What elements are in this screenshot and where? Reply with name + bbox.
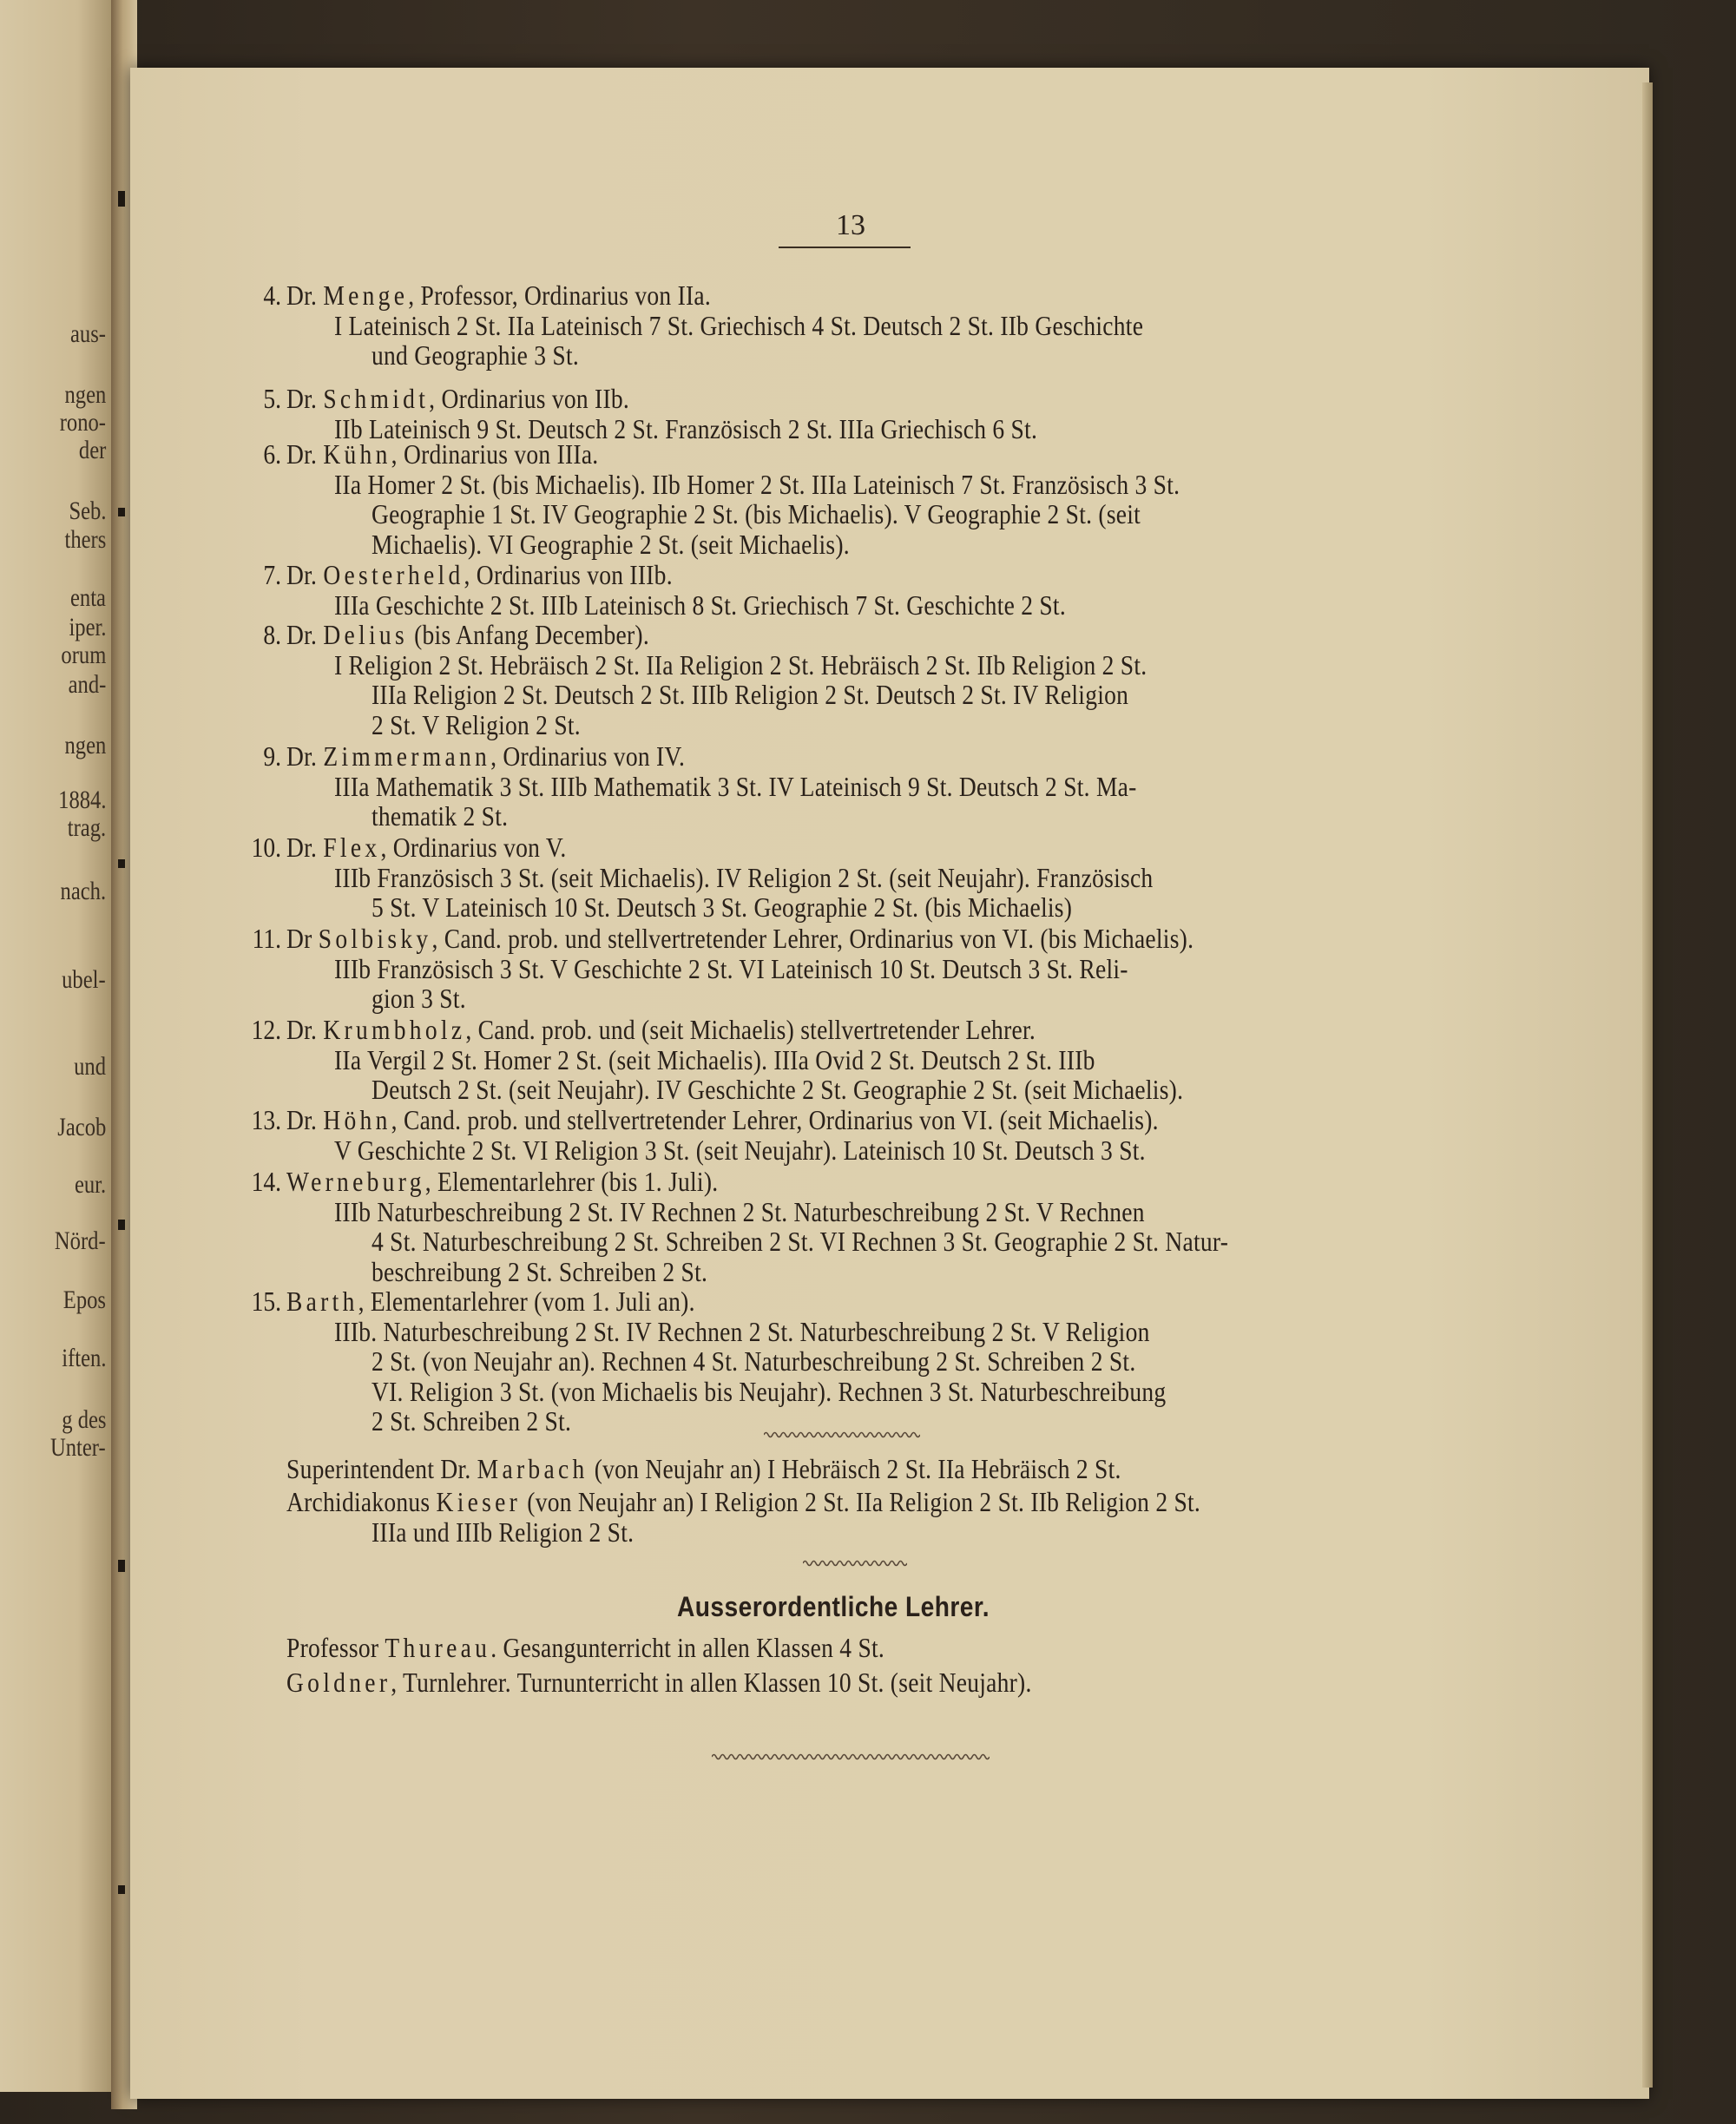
entry-number: 8. <box>263 619 281 650</box>
entry-number: 5. <box>263 383 281 414</box>
ornamental-divider <box>712 1751 990 1761</box>
subject-line: beschreibung 2 St. Schreiben 2 St. <box>372 1255 708 1287</box>
entry-title: Dr. <box>286 832 318 863</box>
subject-line: und Geographie 3 St. <box>372 339 580 372</box>
previous-page-fragment: ubel- <box>62 965 106 994</box>
clergy-title: Archidiakonus <box>286 1486 437 1517</box>
entry-number: 11. <box>252 923 281 954</box>
teacher-name: Schmidt <box>323 383 430 414</box>
section-heading: Ausserordentliche Lehrer. <box>677 1591 990 1622</box>
subject-line: 2 St. V Religion 2 St. <box>372 708 581 740</box>
entry-number: 7. <box>263 559 281 590</box>
subject-line: IIIb. Naturbeschreibung 2 St. IV Rechnen 2 St. Naturbeschreibung 2 St. V Religion <box>334 1315 1150 1347</box>
entry-heading <box>286 1014 1036 1045</box>
previous-page-edge <box>0 0 111 2092</box>
teacher-name: Krumbholz <box>323 1014 466 1045</box>
subject-line: Geographie 1 St. IV Geographie 2 St. (bis Michaelis). V Geographie 2 St. (seit <box>372 498 1141 530</box>
subject-line: IIIb Naturbeschreibung 2 St. IV Rechnen 2 St. Naturbeschreibung 2 St. V Rechnen <box>334 1195 1145 1227</box>
previous-page-fragment: Unter- <box>50 1433 106 1462</box>
entry-heading <box>286 1104 1159 1135</box>
subject-line: 5 St. V Lateinisch 10 St. Deutsch 3 St. Geographie 2 St. (bis Michaelis) <box>372 891 1073 924</box>
previous-page-fragment: der <box>78 436 106 464</box>
previous-page-fragment: iper. <box>68 613 106 641</box>
previous-page-fragment: und <box>74 1052 106 1081</box>
teacher-name: Kieser <box>436 1486 522 1517</box>
teacher-role: , Ordinarius von IIb. <box>429 383 630 414</box>
teacher-role: , Elementarlehrer (vom 1. Juli an). <box>358 1286 695 1317</box>
teacher-name: Marbach <box>477 1453 589 1484</box>
entry-title: Dr. <box>286 1104 318 1135</box>
teacher-name: Solbisky <box>318 923 432 954</box>
entry-heading <box>286 559 673 590</box>
entry-title: Dr. <box>286 438 318 470</box>
entry-number: 13. <box>251 1104 281 1135</box>
previous-page-fragment: ngen <box>64 380 106 409</box>
entry-number: 4. <box>263 279 281 311</box>
entry-number: 15. <box>251 1286 281 1317</box>
entry-heading <box>286 438 598 470</box>
teacher-name: Menge <box>323 279 409 311</box>
clergy-title: Superintendent Dr. <box>286 1453 477 1484</box>
entry-title: Dr. <box>286 383 318 414</box>
binding-mark <box>118 508 125 516</box>
teacher-subjects: . Gesangunterricht in allen Klassen 4 St. <box>490 1632 885 1663</box>
subject-line: IIIa Geschichte 2 St. IIIb Lateinisch 8 St. Griechisch 7 St. Geschichte 2 St. <box>334 589 1066 621</box>
subject-line: IIb Lateinisch 9 St. Deutsch 2 St. Französisch 2 St. IIIa Griechisch 6 St. <box>334 412 1038 444</box>
subject-line: VI. Religion 3 St. (von Michaelis bis Neujahr). Rechnen 3 St. Naturbeschreibung <box>372 1375 1167 1407</box>
previous-page-fragment: nach. <box>60 877 106 905</box>
clergy-entry <box>286 1486 1200 1517</box>
teacher-role: , Ordinarius von IIIb. <box>464 559 673 590</box>
teacher-name: Kühn <box>323 438 391 470</box>
teacher-name: Oesterheld <box>323 559 464 590</box>
previous-page-fragment: iften. <box>61 1344 106 1372</box>
previous-page-fragment: Nörd- <box>55 1226 106 1255</box>
extraordinary-teacher <box>286 1667 1032 1698</box>
entry-number: 14. <box>251 1166 281 1197</box>
ornamental-divider <box>803 1557 907 1568</box>
subject-line: IIa Homer 2 St. (bis Michaelis). IIb Homer 2 St. IIIa Lateinisch 7 St. Französisch 3 St. <box>334 468 1180 500</box>
previous-page-fragment: Seb. <box>68 496 106 525</box>
teacher-role: , Professor, Ordinarius von IIa. <box>408 279 712 311</box>
entry-heading <box>286 619 649 650</box>
teacher-role: , Ordinarius von IIIa. <box>391 438 599 470</box>
binding-mark <box>118 859 125 868</box>
subject-line: IIIa Religion 2 St. Deutsch 2 St. IIIb Religion 2 St. Deutsch 2 St. IV Religion <box>372 679 1129 711</box>
page-number: 13 <box>836 209 865 241</box>
teacher-role: (bis Anfang December). <box>407 619 649 650</box>
previous-page-fragment: enta <box>70 583 106 612</box>
clergy-subjects: (von Neujahr an) I Religion 2 St. IIa Religion 2 St. IIb Religion 2 St. <box>521 1486 1201 1517</box>
previous-page-fragment: Epos <box>62 1286 106 1314</box>
extraordinary-teacher <box>286 1632 884 1663</box>
ornamental-divider <box>764 1429 920 1439</box>
entry-title: Dr. <box>286 1014 318 1045</box>
binding-mark <box>118 1885 125 1894</box>
teacher-role: , Cand. prob. und stellvertretender Lehrer, Ordinarius von VI. (bis Michaelis). <box>431 923 1194 954</box>
entry-title: Dr. <box>286 559 318 590</box>
subject-line: Deutsch 2 St. (seit Neujahr). IV Geschichte 2 St. Geographie 2 St. (seit Michaelis). <box>372 1074 1184 1106</box>
subject-line: V Geschichte 2 St. VI Religion 3 St. (seit Neujahr). Lateinisch 10 St. Deutsch 3 St. <box>334 1134 1146 1166</box>
entry-heading <box>286 1166 718 1197</box>
entry-heading <box>286 923 1194 954</box>
clergy-subjects: (von Neujahr an) I Hebräisch 2 St. IIa Hebräisch 2 St. <box>588 1453 1121 1484</box>
entry-number: 9. <box>263 740 281 772</box>
entry-heading <box>286 1286 695 1317</box>
page-stack-edge <box>1642 82 1653 2088</box>
entry-heading <box>286 740 685 772</box>
entry-title: Dr. <box>286 619 318 650</box>
entry-number: 12. <box>251 1014 281 1045</box>
teacher-role: , Cand. prob. und (seit Michaelis) stellvertretender Lehrer. <box>465 1014 1036 1045</box>
subject-line: gion 3 St. <box>372 983 466 1015</box>
subject-line: 2 St. Schreiben 2 St. <box>372 1405 572 1437</box>
teacher-role: , Elementarlehrer (bis 1. Juli). <box>424 1166 719 1197</box>
subject-line: IIa Vergil 2 St. Homer 2 St. (seit Michaelis). IIIa Ovid 2 St. Deutsch 2 St. IIIb <box>334 1043 1095 1075</box>
entry-number: 6. <box>263 438 281 470</box>
teacher-name: Flex <box>323 832 381 863</box>
previous-page-fragment: trag. <box>67 813 106 842</box>
subject-line: 2 St. (von Neujahr an). Rechnen 4 St. Naturbeschreibung 2 St. Schreiben 2 St. <box>372 1345 1136 1378</box>
entry-heading <box>286 832 567 863</box>
binding-mark <box>118 1220 125 1230</box>
previous-page-fragment: g des <box>61 1405 106 1434</box>
binding-mark <box>118 1560 125 1572</box>
entry-title: Dr. <box>286 279 318 311</box>
previous-page-fragment: thers <box>64 525 106 554</box>
teacher-name: Zimmermann <box>323 740 491 772</box>
subject-line: IIIa Mathematik 3 St. IIIb Mathematik 3 St. IV Lateinisch 9 St. Deutsch 2 St. Ma- <box>334 770 1137 802</box>
teacher-name: Thureau <box>385 1632 491 1663</box>
subject-line: I Lateinisch 2 St. IIa Lateinisch 7 St. Griechisch 4 St. Deutsch 2 St. IIb Geschichte <box>334 309 1144 341</box>
previous-page-fragment: rono- <box>59 408 106 437</box>
entry-title: Dr. <box>286 740 318 772</box>
previous-page-fragment: 1884. <box>57 786 106 814</box>
previous-page-fragment: aus- <box>70 319 106 348</box>
subject-line: IIIb Französisch 3 St. (seit Michaelis). IV Religion 2 St. (seit Neujahr). Französisch <box>334 861 1154 893</box>
previous-page-fragment: Jacob <box>56 1113 106 1141</box>
subject-line: thematik 2 St. <box>372 800 509 832</box>
subject-line: I Religion 2 St. Hebräisch 2 St. IIa Religion 2 St. Hebräisch 2 St. IIb Religion 2 St. <box>334 648 1147 681</box>
subject-line: IIIb Französisch 3 St. V Geschichte 2 St. VI Lateinisch 10 St. Deutsch 3 St. Reli- <box>334 952 1128 984</box>
entry-title: Dr <box>286 923 312 954</box>
subject-line: IIIa und IIIb Religion 2 St. <box>372 1516 635 1548</box>
teacher-role: , Cand. prob. und stellvertretender Lehrer, Ordinarius von VI. (seit Michaelis). <box>391 1104 1159 1135</box>
subject-line: Michaelis). VI Geographie 2 St. (seit Michaelis). <box>372 528 850 560</box>
teacher-title: Professor <box>286 1632 385 1663</box>
teacher-role: , Ordinarius von V. <box>380 832 567 863</box>
teacher-name: Goldner <box>286 1667 391 1698</box>
previous-page-fragment: eur. <box>74 1170 106 1199</box>
teacher-role: , Ordinarius von IV. <box>490 740 686 772</box>
teacher-name: Barth <box>286 1286 358 1317</box>
previous-page-fragment: and- <box>68 670 106 699</box>
clergy-entry <box>286 1453 1121 1484</box>
teacher-name: Delius <box>323 619 408 650</box>
entry-heading <box>286 383 629 414</box>
previous-page-fragment: ngen <box>64 731 106 760</box>
page-number-rule <box>779 247 911 248</box>
subject-line: 4 St. Naturbeschreibung 2 St. Schreiben 2 St. VI Rechnen 3 St. Geographie 2 St. Natur- <box>372 1226 1229 1258</box>
teacher-name: Werneburg <box>286 1166 425 1197</box>
binding-mark <box>118 191 125 207</box>
entry-number: 10. <box>251 832 281 863</box>
entry-heading <box>286 279 711 311</box>
previous-page-fragment: orum <box>61 641 106 669</box>
teacher-subjects: , Turnlehrer. Turnunterricht in allen Klassen 10 St. (seit Neujahr). <box>391 1667 1032 1698</box>
teacher-name: Höhn <box>323 1104 391 1135</box>
